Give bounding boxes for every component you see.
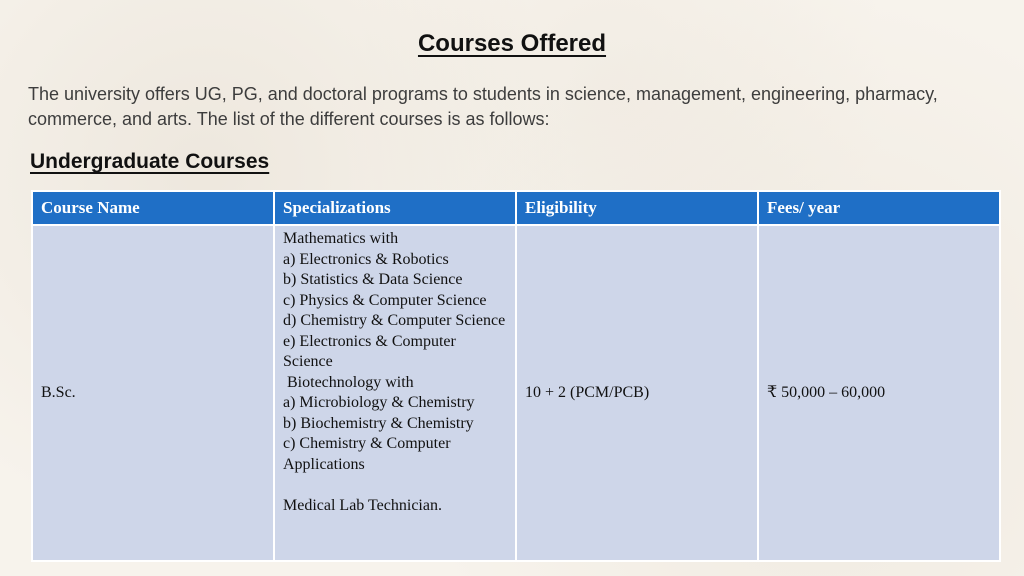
specialization-line: a) Microbiology & Chemistry: [283, 394, 475, 411]
section-heading-undergraduate: Undergraduate Courses: [30, 150, 270, 173]
specialization-line: a) Electronics & Robotics: [283, 250, 449, 268]
specialization-line: b) Statistics & Data Science: [283, 271, 463, 288]
table-row: [32, 225, 1000, 561]
specialization-line: Mathematics with: [283, 230, 399, 247]
specialization-spacer: [283, 475, 507, 496]
specializations-cell: [274, 225, 516, 561]
specialization-line: Biotechnology with: [283, 373, 414, 391]
page-title: [0, 30, 1024, 58]
specialization-line: c) Chemistry & Computer Applications: [283, 435, 451, 473]
specialization-line: c) Physics & Computer Science: [283, 291, 487, 309]
specialization-line: e) Electronics & Computer Science: [283, 332, 456, 370]
specialization-line: d) Chemistry & Computer Science: [283, 312, 506, 329]
courses-table: [31, 190, 1001, 562]
specialization-line: b) Biochemistry & Chemistry: [283, 414, 474, 432]
intro-paragraph: The university offers UG, PG, and doctoral programs to students in science, management, engineering, pharmacy, commerce, and arts. The list of the different courses is as follows:: [28, 84, 938, 129]
specialization-line: Medical Lab Technician.: [283, 496, 442, 514]
header-specializations: Specializations: [274, 191, 516, 225]
header-fees: Fees/ year: [758, 191, 1000, 225]
fees-cell: ₹ 50,000 – 60,000: [758, 225, 1000, 561]
table-header-row: [32, 191, 1000, 225]
header-eligibility: Eligibility: [516, 191, 758, 225]
course-name-cell: B.Sc.: [32, 225, 274, 561]
header-course-name: Course Name: [32, 191, 274, 225]
eligibility-cell: 10 + 2 (PCM/PCB): [516, 225, 758, 561]
page-title-text: Courses Offered: [417, 30, 607, 57]
